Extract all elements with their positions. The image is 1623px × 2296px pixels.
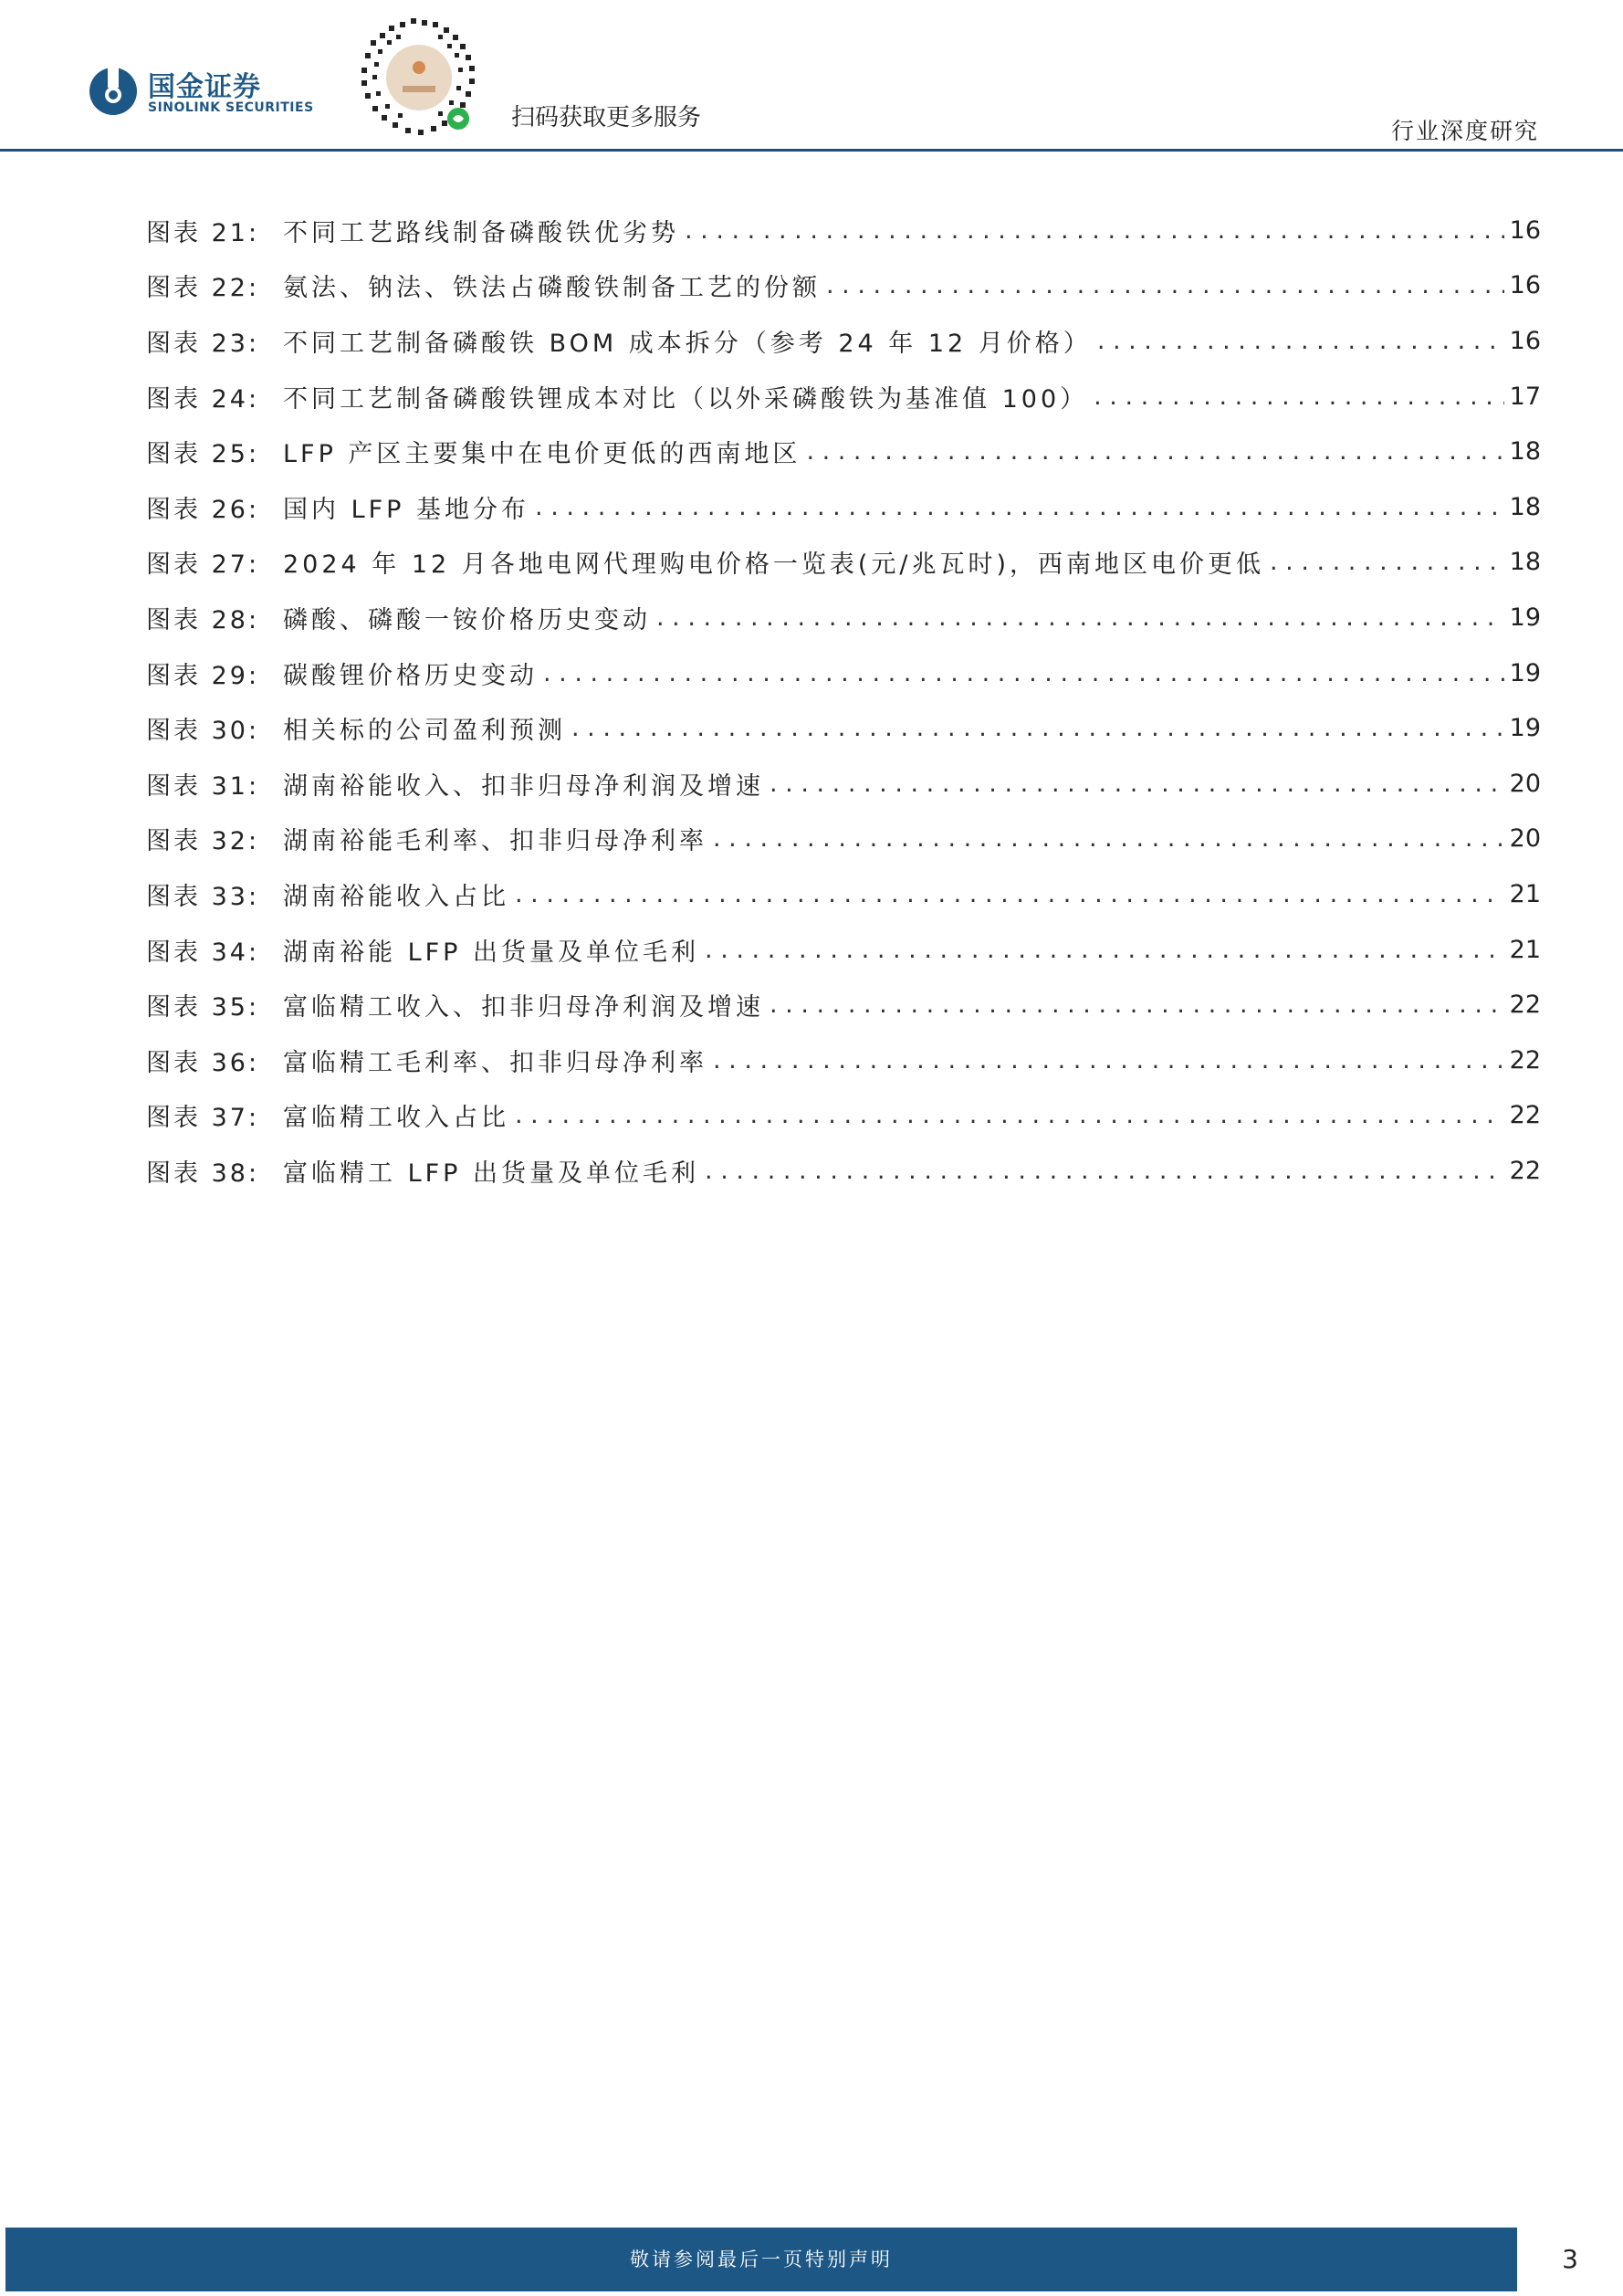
toc-entry-label: 图表 35: [146,993,260,1022]
brand-name-en: SINOLINK SECURITIES [148,100,314,115]
toc-entry-label: 图表 36: [146,1048,260,1077]
toc-entry-page: 22 [1509,1045,1541,1075]
brand-logo [88,62,325,121]
toc-dot-leader [713,1046,1504,1075]
toc-entry-page: 18 [1509,437,1541,467]
footer-disclaimer: 敬请参阅最后一页特别声明 [630,2249,893,2270]
toc-entry-label: 图表 37: [146,1104,260,1133]
toc-entry-title: 国内 LFP 基地分布 [283,495,530,524]
toc-entry-page: 20 [1509,824,1541,854]
toc-entry[interactable] [146,424,1541,479]
toc-entry[interactable] [146,1143,1541,1199]
toc-entry-title: 碳酸锂价格历史变动 [283,661,538,690]
brand-name-cn: 国金证券 [148,71,261,103]
toc-entry-label: 图表 32: [146,827,260,856]
toc-entry-page: 17 [1509,382,1541,411]
toc-entry-page: 18 [1509,548,1541,577]
toc-entry-title: 相关标的公司盈利预测 [283,717,566,746]
toc-entry[interactable] [146,1033,1541,1088]
footer-bar [5,2228,1517,2291]
toc-entry[interactable] [146,1088,1541,1144]
toc-dot-leader [656,603,1504,632]
toc-entry-title: LFP 产区主要集中在电价更低的西南地区 [283,440,801,469]
toc-entry-label: 图表 34: [146,938,260,967]
toc-entry[interactable] [146,866,1541,922]
toc-entry-page: 16 [1509,215,1541,245]
toc-dot-leader [713,824,1504,853]
toc-dot-leader [543,659,1504,687]
toc-entry-title: 湖南裕能 LFP 出货量及单位毛利 [283,938,700,967]
toc-entry-page: 19 [1509,714,1541,743]
toc-entry-title: 不同工艺路线制备磷酸铁优劣势 [283,218,679,247]
toc-entry-page: 20 [1509,769,1541,798]
toc-entry-page: 16 [1509,271,1541,300]
toc-entry-label: 图表 25: [146,440,260,469]
qr-code-icon[interactable] [352,13,486,142]
toc-dot-leader [515,1101,1504,1129]
toc-entry[interactable] [146,756,1541,812]
toc-entry-label: 图表 38: [146,1158,260,1188]
toc-dot-leader [705,936,1504,964]
toc-dot-leader [826,271,1504,299]
toc-entry-title: 富临精工收入占比 [283,1104,509,1133]
toc-entry-title: 不同工艺制备磷酸铁锂成本对比（以外采磷酸铁为基准值 100） [283,384,1089,414]
toc-entry-page: 21 [1509,879,1541,908]
toc-entry[interactable] [146,812,1541,867]
scan-for-services-text: 扫码获取更多服务 [511,104,702,131]
toc-entry-title: 湖南裕能收入、扣非归母净利润及增速 [283,771,764,801]
toc-entry-label: 图表 28: [146,605,260,634]
toc-entry-label: 图表 33: [146,882,260,911]
toc-entry-title: 氨法、钠法、铁法占磷酸铁制备工艺的份额 [283,274,821,303]
toc-entry-page: 16 [1509,326,1541,355]
toc-entry-label: 图表 30: [146,717,260,746]
toc-entry-title: 富临精工 LFP 出货量及单位毛利 [283,1158,700,1188]
toc-entry-title: 磷酸、磷酸一铵价格历史变动 [283,605,651,634]
toc-entry-label: 图表 31: [146,771,260,801]
toc-entry-title: 湖南裕能收入占比 [283,882,509,911]
toc-entry-title: 2024 年 12 月各地电网代理购电价格一览表(元/兆瓦时)，西南地区电价更低 [283,550,1264,580]
toc-dot-leader [685,216,1504,245]
toc-entry-label: 图表 24: [146,384,260,414]
toc-entry[interactable] [146,645,1541,701]
toc-entry-page: 22 [1509,1156,1541,1185]
toc-entry-label: 图表 29: [146,661,260,690]
toc-dot-leader [1270,548,1504,576]
toc-entry[interactable] [146,977,1541,1033]
toc-entry-title: 不同工艺制备磷酸铁 BOM 成本拆分（参考 24 年 12 月价格） [283,329,1092,358]
toc-entry-label: 图表 22: [146,274,260,303]
toc-dot-leader [535,493,1504,521]
toc-entry-page: 19 [1509,658,1541,687]
report-type-label: 行业深度研究 [1390,118,1539,144]
toc-dot-leader [1094,383,1504,411]
toc-entry-label: 图表 26: [146,495,260,524]
toc-entry[interactable] [146,369,1541,425]
toc-dot-leader [1097,327,1504,355]
sinolink-logo-icon [88,66,139,117]
toc-entry[interactable] [146,700,1541,756]
toc-entry-title: 湖南裕能毛利率、扣非归母净利率 [283,827,707,856]
toc-entry[interactable] [146,590,1541,645]
figure-index-list [146,203,1541,1199]
toc-entry[interactable] [146,258,1541,314]
toc-entry-page: 22 [1509,991,1541,1020]
toc-entry-title: 富临精工收入、扣非归母净利润及增速 [283,993,764,1022]
toc-dot-leader [770,991,1504,1019]
header-divider [0,149,1623,152]
toc-entry-label: 图表 27: [146,550,260,580]
toc-dot-leader [806,437,1503,466]
toc-dot-leader [571,714,1504,742]
toc-entry-title: 富临精工毛利率、扣非归母净利率 [283,1048,707,1077]
toc-entry-page: 18 [1509,492,1541,521]
toc-entry[interactable] [146,479,1541,535]
toc-entry-label: 图表 23: [146,329,260,358]
toc-entry-page: 22 [1509,1101,1541,1130]
toc-entry[interactable] [146,313,1541,369]
toc-entry[interactable] [146,203,1541,258]
toc-dot-leader [770,770,1504,798]
page-number: 3 [1562,2244,1578,2274]
toc-entry-page: 19 [1509,603,1541,632]
toc-dot-leader [705,1157,1504,1185]
toc-entry[interactable] [146,535,1541,591]
toc-entry-page: 21 [1509,935,1541,964]
toc-entry[interactable] [146,922,1541,978]
toc-entry-label: 图表 21: [146,218,260,247]
page-header [0,0,1623,153]
toc-dot-leader [515,880,1504,908]
